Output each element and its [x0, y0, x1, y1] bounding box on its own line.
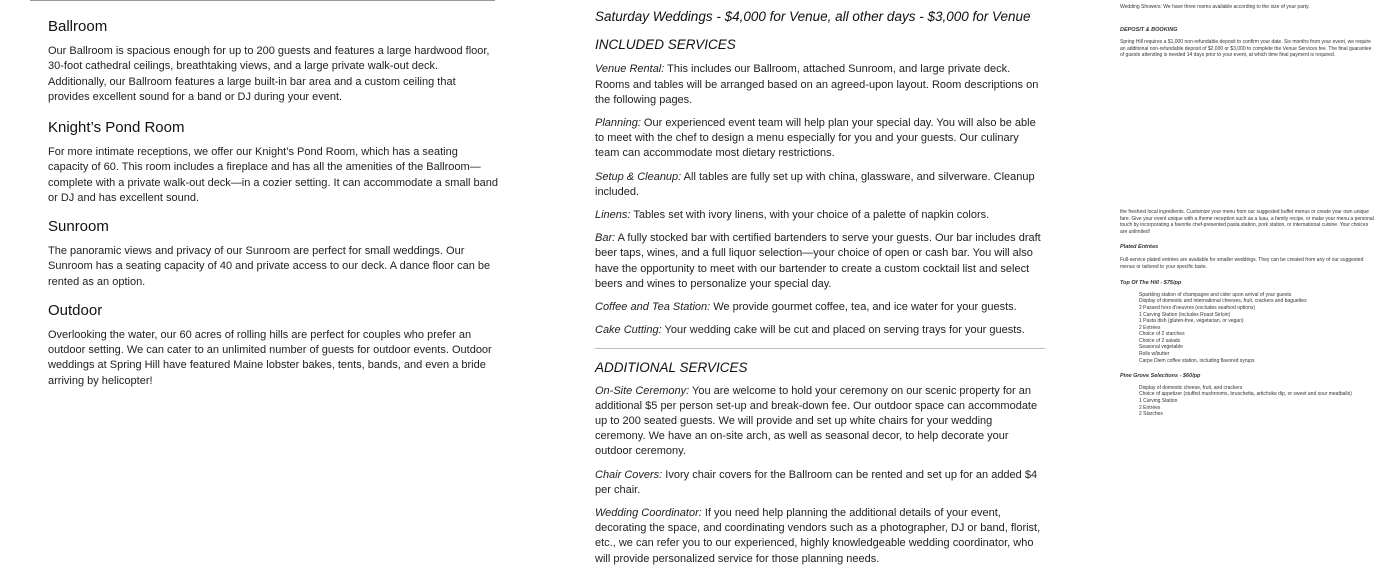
menu-list-item: Carpe Diem coffee station, including flavored syrups	[1139, 357, 1255, 364]
service-description: A fully stocked bar with certified bartenders to serve your guests. Our bar includes draft beer taps, wines, and a full liquor selection—your choice of open or cash bar. You will also have the opportunity to meet with our bartender to create a custom cocktail list and select beers and wines to personalize your special day.	[595, 232, 1041, 290]
menu-list-item: 1 Carving Station	[1139, 398, 1178, 405]
service-item	[595, 384, 1045, 460]
menu-list-item: Sparkling station of champagne and cider upon arrival of your guests	[1139, 291, 1292, 298]
service-description: Your wedding cake will be cut and placed on serving trays for your guests.	[661, 324, 1025, 337]
middle-column	[595, 0, 1045, 567]
service-description: Tables set with ivory linens, with your choice of a palette of napkin colors.	[630, 209, 990, 222]
menu-list-item: 2 Entrées	[1139, 404, 1161, 411]
service-item	[595, 208, 1045, 223]
sunroom-text: The panoramic views and privacy of our Sunroom are perfect for small weddings. Our Sunroom has a seating capacity of 40 and private access to our deck. A dance floor can be rented as an option.	[48, 245, 491, 288]
top-of-the-hill-list	[1120, 292, 1375, 365]
menu-list-item: Choice of 2 salads	[1139, 337, 1181, 344]
left-column	[48, 0, 498, 389]
included-services-list	[595, 62, 1045, 338]
menu-list-item: Rolls w/butter	[1139, 351, 1170, 358]
service-label: Coffee and Tea Station:	[595, 301, 711, 314]
menu-list-item: 2 Passed hors d'oeuvres (excludes seafood options)	[1139, 304, 1256, 311]
top-of-the-hill-heading: Top Of The Hill - $75/pp	[1120, 280, 1182, 287]
menu-list-item: Choice of 2 starches	[1139, 331, 1185, 338]
outdoor-heading: Outdoor	[48, 301, 103, 319]
section-divider	[595, 348, 1045, 349]
included-services-heading: INCLUDED SERVICES	[595, 37, 736, 53]
sunroom-heading: Sunroom	[48, 218, 109, 236]
knights-pond-heading: Knight’s Pond Room	[48, 119, 185, 137]
deposit-heading: DEPOSIT & BOOKING	[1120, 26, 1178, 33]
service-item	[595, 231, 1045, 292]
menu-list-item: Choice of appetizer (stuffed mushrooms, bruschetta, artichoke dip, or sweet and sour meatballs)	[1139, 391, 1352, 398]
service-description: Our experienced event team will help plan your special day. You will also be able to meet with the chef to design a menu especially for you and your guests. Our culinary team can accommodate most dietary restrictions.	[595, 117, 1036, 160]
pricing-line: Saturday Weddings - $4,000 for Venue, all other days - $3,000 for Venue	[595, 9, 1031, 24]
service-description: We provide gourmet coffee, tea, and ice water for your guests.	[710, 301, 1017, 314]
service-label: On-Site Ceremony:	[595, 384, 690, 397]
service-description: You are welcome to hold your ceremony on our scenic property for an additional $5 per person set-up and break-down fee. Our outdoor space can accommodate up to 200 seated guests. We will provide and set up white chairs for your wedding ceremony. We have an on-site arch, as well as seasonal decor, to help decorate your outdoor ceremony.	[595, 384, 1038, 458]
menu-list-item: Display of domestic cheese, fruit, and crackers	[1139, 384, 1243, 391]
service-item	[595, 116, 1045, 162]
service-label: Cake Cutting:	[595, 324, 662, 337]
service-item	[595, 323, 1045, 338]
service-item	[595, 62, 1045, 108]
service-label: Chair Covers:	[595, 468, 663, 481]
service-description: If you need help planning the additional details of your event, decorating the space, and coordinating vendors such as a photographer, DJ or band, florist, etc., we can refer you to our experienced, highly knowledgeable wedding coordinator, who will provide personalized service for those planning needs.	[595, 507, 1041, 565]
knights-pond-text: For more intimate receptions, we offer our Knight’s Pond Room, which has a seating capacity of 60. This room includes a fireplace and has all the amenities of the Ballroom—complete with a private walk-out deck—in a cozier setting. It can accommodate a small band or DJ and has excellent sound.	[48, 146, 498, 204]
service-label: Wedding Coordinator:	[595, 507, 702, 520]
plated-entrees-heading: Plated Entrées	[1120, 244, 1159, 251]
wedding-showers-text: Wedding Showers: We have three rooms available according to the size of your party.	[1120, 4, 1310, 10]
ballroom-text: Our Ballroom is spacious enough for up to 200 guests and features a large hardwood floor, 30-foot cathedral ceilings, breathtaking views, and a large private walk-out deck. Additionally, our Ballroom features a large built-in bar area and a custom ceiling that provides excellent sound for a band or DJ during your event.	[48, 45, 490, 103]
pine-grove-list	[1120, 385, 1375, 418]
service-label: Linens:	[595, 209, 631, 222]
menu-list-item: 2 Starches	[1139, 411, 1163, 418]
outdoor-text: Overlooking the water, our 60 acres of rolling hills are perfect for couples who prefer an outdoor setting. We can cater to an unlimited number of guests for outdoor events. Outdoor weddings at Spring Hill have featured Maine lobster bakes, tents, bands, and even a bride arriving by helicopter!	[48, 329, 492, 387]
service-label: Setup & Cleanup:	[595, 170, 682, 183]
menu-list-item: Seasonal vegetable	[1139, 344, 1183, 351]
service-label: Planning:	[595, 117, 641, 130]
pine-grove-heading: Pine Grove Selections - $60/pp	[1120, 373, 1201, 380]
additional-services-list	[595, 384, 1045, 567]
right-column	[1120, 0, 1375, 500]
deposit-text: Spring Hill requires a $1,000 non-refundable deposit to confirm your date. Six months from your event, we require an additional non-refundable deposit of $2,000 or $3,000 to complete the Venue Services fee. The final guarantee of guests attending is needed 14 days prior to your event, at which time final payment is required.	[1120, 39, 1372, 59]
service-description: This includes our Ballroom, attached Sunroom, and large private deck. Rooms and tables will be arranged based on an agreed-upon layout. Room descriptions on the following pages.	[595, 63, 1039, 106]
menu-list-item: Display of domestic and international cheeses, fruit, crackers and baguettes	[1139, 298, 1307, 305]
service-label: Bar:	[595, 232, 616, 245]
menu-list-item: 1 Pasta dish (gluten-free, vegetarian, or vegan)	[1139, 318, 1244, 325]
plated-entrees-text: Full-service plated entrées are available for smaller weddings. They can be created from any of our suggested menus or tailored to your specific taste.	[1120, 256, 1364, 270]
service-item	[595, 170, 1045, 200]
menu-list-item: 2 Entrées	[1139, 324, 1161, 331]
service-item	[595, 300, 1045, 315]
service-item	[595, 468, 1045, 498]
menu-text: the freshest local ingredients. Customize your menu from our suggested buffet menus or create your own unique fare. Give your event unique with a theme reception such as a luau, a family recipe, or make your menu a personal touch by incorporating a favorite chef-presented pasta station, pork station, or international cuisine. Your choices are unlimited!	[1120, 208, 1374, 235]
ballroom-heading: Ballroom	[48, 18, 108, 35]
service-item	[595, 506, 1045, 567]
service-label: Venue Rental:	[595, 63, 665, 76]
additional-services-heading: ADDITIONAL SERVICES	[595, 360, 748, 376]
service-description: All tables are fully set up with china, glassware, and silverware. Cleanup included.	[595, 170, 1035, 198]
menu-list-item: 1 Carving Station (includes Roast Sirloin)	[1139, 311, 1231, 318]
service-description: Ivory chair covers for the Ballroom can be rented and set up for an added $4 per chair.	[595, 468, 1038, 496]
